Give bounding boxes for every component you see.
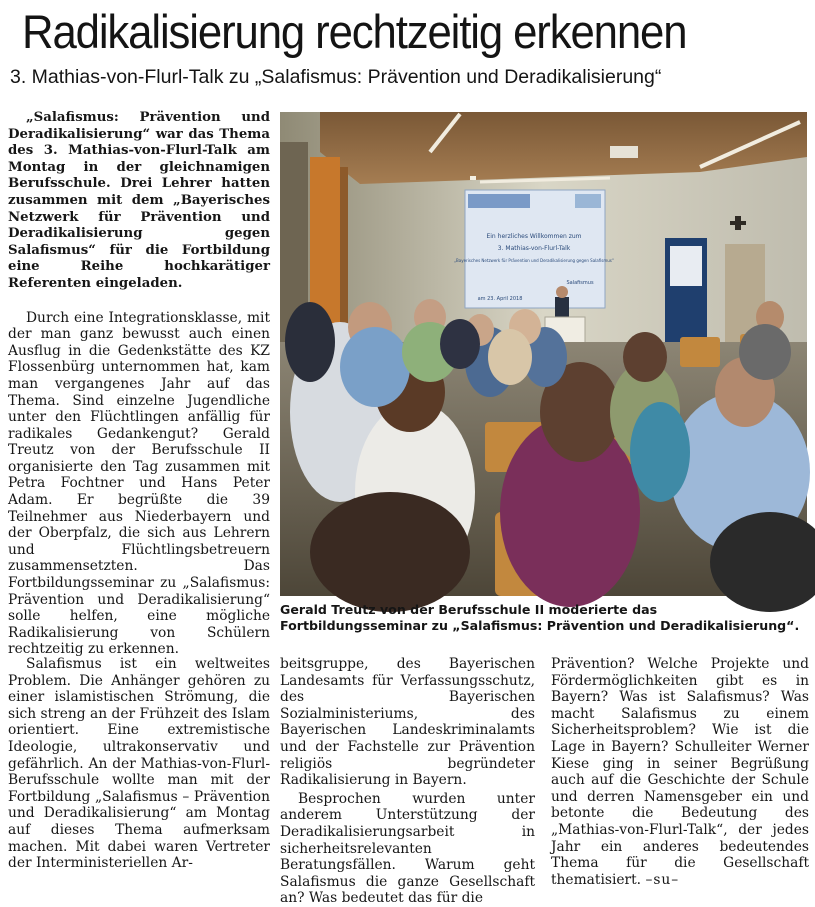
- body-paragraph-2-part-1: Salafismus ist ein weltweites Problem. Die Anhänger gehören zu einer islamistischen Strömung, die sich streng an der Frühzeit des Islam orientiert. Eine extremistische Ideologie, ultrakonservativ und gefährlich. An der Mathias-von-Flurl-Berufsschule wollte man mit der Fortbildung „Salafismus – Prävention und Deradikalisierung“ am Montag auf dieses Thema aufmerksam machen. Mit dabei waren Vertreter der Interministeriellen Ar-: [8, 656, 270, 872]
- screen-text-3: „Bayerisches Netzwerk für Prävention und Deradikalisierung gegen Salafismus“: [454, 258, 614, 263]
- article-headline: Radikalisierung rechtzeitig erkennen: [22, 5, 687, 58]
- screen-text-4: Salafismus: [566, 280, 594, 286]
- body-paragraph-3-part-2: [551, 656, 809, 888]
- photo-caption: Gerald Treutz von der Berufsschule II moderierte das Fortbildungsseminar zu „Salafismus: Prävention und Deradikalisierung“.: [280, 602, 800, 633]
- text-column-3: [551, 656, 809, 888]
- screen-text-2: 3. Mathias-von-Flurl-Talk: [497, 245, 571, 252]
- article-subheadline: 3. Mathias-von-Flurl-Talk zu „Salafismus: Prävention und Deradikalisierung“: [10, 66, 662, 88]
- text-column-2: [280, 656, 535, 907]
- author-signature: –su–: [645, 871, 680, 888]
- event-photo: [280, 112, 807, 596]
- body-paragraph-1: Durch eine Integrationsklasse, mit der man ganz bewusst auch einen Ausflug in die Gedenkstätte des KZ Flossenbürg unternommen hat, kam man vergangenes Jahr auf das Thema. Sind einzelne Jugendliche unter den Flüchtlingen anfällig für radikales Gedankengut? Gerald Treutz von der Berufsschule II organisierte den Tag zusammen mit Petra Fochtner und Hans Peter Adam. Er begrüßte die 39 Teilnehmer aus Niederbayern und der Oberpfalz, die sich aus Lehrern und Flüchtlingsbetreuern zusammensetzten. Das Fortbildungsseminar zu „Salafismus: Prävention und Deradikalisierung“ solle helfen, eine mögliche Radikalisierung von Schülern rechtzeitig zu erkennen.: [8, 309, 270, 658]
- text-column-1-top: [8, 110, 270, 658]
- text-column-1-bottom: [8, 656, 270, 885]
- lead-paragraph: „Salafismus: Prävention und Deradikalisierung“ war das Thema des 3. Mathias-von-Flurl-Talk am Montag in der gleichnamigen Berufsschule. Drei Lehrer hatten zusammen mit dem „Bayerisches Netzwerk für Prävention und Deradikalisierung gegen Salafismus“ für die Fortbildung eine Reihe hochkarätiger Referenten eingeladen.: [8, 110, 270, 291]
- body-paragraph-2-part-2: beitsgruppe, des Bayerischen Landesamts für Verfassungsschutz, des Bayerischen Sozialministeriums, des Bayerischen Landeskriminalamts und der Fachstelle zur Prävention religiös begründeter Radikalisierung in Bayern.: [280, 656, 535, 789]
- screen-text-5: am 23. April 2018: [477, 296, 523, 302]
- body-paragraph-3-text: Prävention? Welche Projekte und Fördermöglichkeiten gibt es in Bayern? Was ist Salafismus? Was macht Salafismus zu einem Sicherheitsproblem? Wie ist die Lage in Bayern? Schulleiter Werner Kiese ging in seiner Begrüßung auch auf die Geschichte der Schule und derren Namensgeber ein und betonte die Bedeutung des „Mathias-von-Flurl-Talk“, der jedes Jahr ein anderes bedeutendes Thema für die Gesellschaft thematisiert.: [551, 656, 809, 888]
- screen-text-1: Ein herzliches Willkommen zum: [486, 233, 582, 240]
- body-paragraph-3-part-1: Besprochen wurden unter anderem Unterstützung der Deradikalisierungsarbeit in sicherheitsrelevanten Beratungsfällen. Warum geht Salafismus die ganze Gesellschaft an? Was bedeutet das für die: [280, 790, 535, 907]
- seminar-room-illustration: [280, 112, 807, 596]
